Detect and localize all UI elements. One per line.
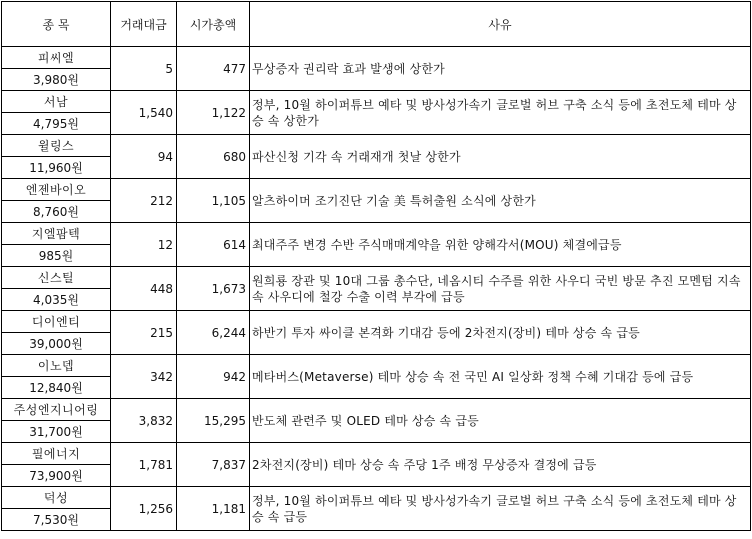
- stock-price: 985원: [2, 245, 111, 267]
- reason-text: 반도체 관련주 및 OLED 테마 상승 속 급등: [250, 399, 751, 443]
- market-cap: 1,673: [177, 267, 250, 311]
- stock-price: 4,795원: [2, 113, 111, 135]
- table-body: [2, 47, 751, 531]
- trading-volume: 212: [111, 179, 177, 223]
- reason-text: 정부, 10월 하이퍼튜브 예타 및 방사성가속기 글로벌 허브 구축 소식 등에 초전도체 테마 상승 속 상한가: [250, 91, 751, 135]
- stock-price: 39,000원: [2, 333, 111, 355]
- stock-price: 73,900원: [2, 465, 111, 487]
- trading-volume: 1,781: [111, 443, 177, 487]
- table-row-name: [2, 223, 751, 245]
- reason-text: 2차전지(장비) 테마 상승 속 주당 1주 배정 무상증자 결정에 급등: [250, 443, 751, 487]
- reason-text: 정부, 10월 하이퍼튜브 예타 및 방사성가속기 글로벌 허브 구축 소식 등에 초전도체 테마 상승 속 급등: [250, 487, 751, 531]
- stock-price: 3,980원: [2, 69, 111, 91]
- trading-volume: 215: [111, 311, 177, 355]
- market-cap: 6,244: [177, 311, 250, 355]
- upper-limit-stocks-table: [1, 1, 751, 531]
- market-cap: 1,105: [177, 179, 250, 223]
- stock-name: 신스틸: [2, 267, 111, 289]
- reason-text: 무상증자 권리락 효과 발생에 상한가: [250, 47, 751, 91]
- trading-volume: 1,256: [111, 487, 177, 531]
- stock-price: 11,960원: [2, 157, 111, 179]
- stock-price: 7,530원: [2, 509, 111, 531]
- stock-name: 디이엔티: [2, 311, 111, 333]
- reason-text: 원희룡 장관 및 10대 그룹 총수단, 네옴시티 수주를 위한 사우디 국빈 방문 추진 모멘텀 지속 속 사우디에 철강 수출 이력 부각에 급등: [250, 267, 751, 311]
- stock-name: 서남: [2, 91, 111, 113]
- stock-name: 필에너지: [2, 443, 111, 465]
- trading-volume: 12: [111, 223, 177, 267]
- trading-volume: 448: [111, 267, 177, 311]
- header-market-cap: 시가총액: [177, 2, 250, 47]
- stock-price: 8,760원: [2, 201, 111, 223]
- stock-name: 윌링스: [2, 135, 111, 157]
- market-cap: 477: [177, 47, 250, 91]
- stock-price: 12,840원: [2, 377, 111, 399]
- table-row-name: [2, 443, 751, 465]
- table-row-name: [2, 487, 751, 509]
- market-cap: 7,837: [177, 443, 250, 487]
- table-row-name: [2, 267, 751, 289]
- trading-volume: 342: [111, 355, 177, 399]
- header-row: [2, 2, 751, 47]
- market-cap: 942: [177, 355, 250, 399]
- stock-name: 이노뎁: [2, 355, 111, 377]
- trading-volume: 3,832: [111, 399, 177, 443]
- reason-text: 하반기 투자 싸이클 본격화 기대감 등에 2차전지(장비) 테마 상승 속 급등: [250, 311, 751, 355]
- table-row-name: [2, 399, 751, 421]
- table-row-name: [2, 311, 751, 333]
- trading-volume: 94: [111, 135, 177, 179]
- stock-price: 4,035원: [2, 289, 111, 311]
- table-row-name: [2, 47, 751, 69]
- stock-price: 31,700원: [2, 421, 111, 443]
- reason-text: 메타버스(Metaverse) 테마 상승 속 전 국민 AI 일상화 정책 수혜 기대감 등에 급등: [250, 355, 751, 399]
- reason-text: 파산신청 기각 속 거래재개 첫날 상한가: [250, 135, 751, 179]
- stock-name: 지엘팜텍: [2, 223, 111, 245]
- header-stock: 종 목: [2, 2, 111, 47]
- trading-volume: 5: [111, 47, 177, 91]
- market-cap: 1,181: [177, 487, 250, 531]
- stock-name: 피씨엘: [2, 47, 111, 69]
- header-reason: 사유: [250, 2, 751, 47]
- stock-name: 주성엔지니어링: [2, 399, 111, 421]
- stock-name: 덕성: [2, 487, 111, 509]
- market-cap: 15,295: [177, 399, 250, 443]
- reason-text: 최대주주 변경 수반 주식매매계약을 위한 양해각서(MOU) 체결에급등: [250, 223, 751, 267]
- table-row-name: [2, 91, 751, 113]
- market-cap: 1,122: [177, 91, 250, 135]
- table-row-name: [2, 135, 751, 157]
- market-cap: 680: [177, 135, 250, 179]
- trading-volume: 1,540: [111, 91, 177, 135]
- market-cap: 614: [177, 223, 250, 267]
- stock-name: 엔젠바이오: [2, 179, 111, 201]
- table-row-name: [2, 355, 751, 377]
- table-header: [2, 2, 751, 47]
- table-row-name: [2, 179, 751, 201]
- header-volume: 거래대금: [111, 2, 177, 47]
- reason-text: 알츠하이머 조기진단 기술 美 특허출원 소식에 상한가: [250, 179, 751, 223]
